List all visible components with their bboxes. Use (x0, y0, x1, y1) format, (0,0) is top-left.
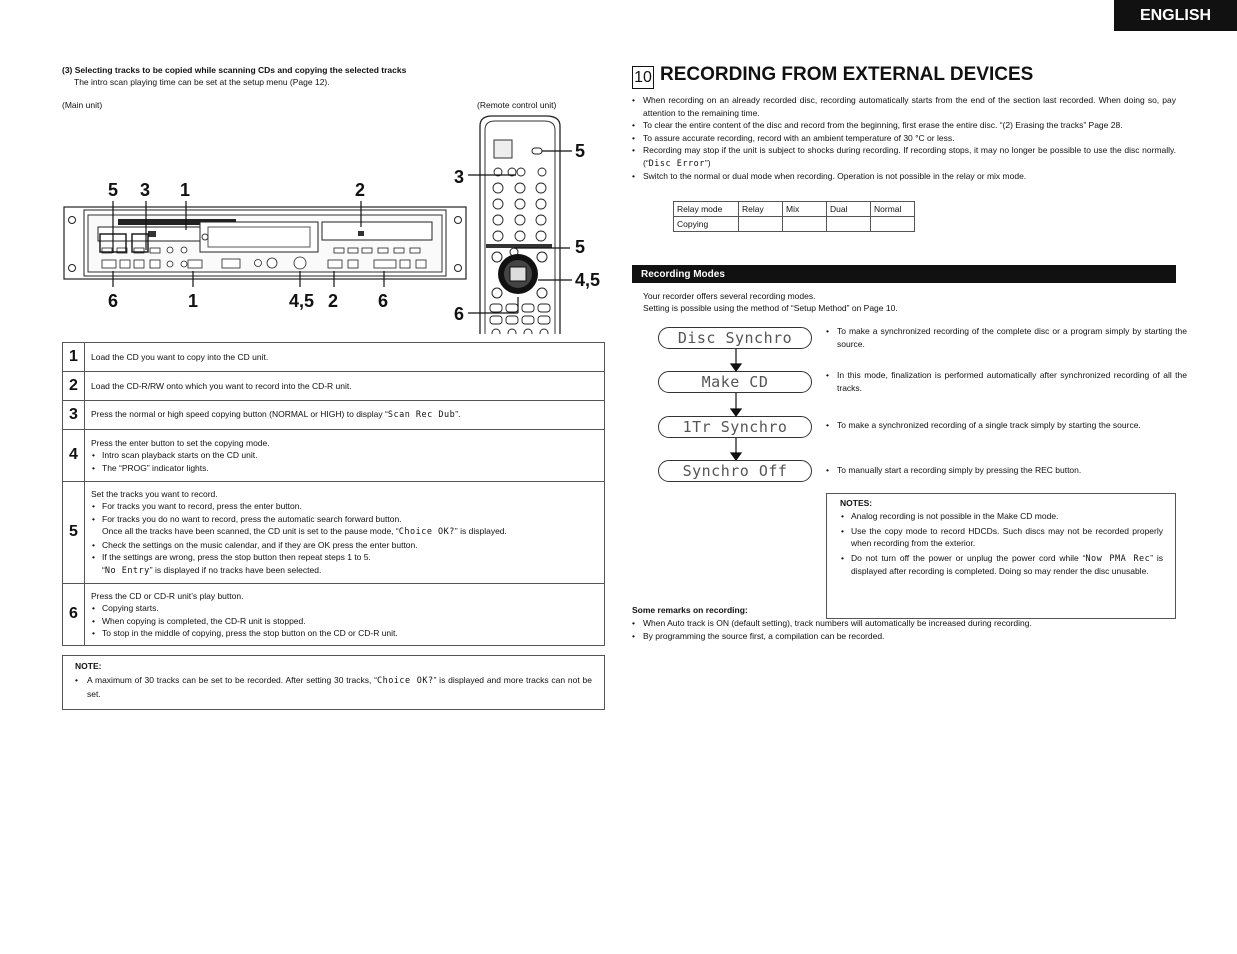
section-subtitle: The intro scan playing time can be set at the setup menu (Page 12). (74, 77, 330, 87)
recording-modes-heading: Recording Modes (632, 265, 1176, 283)
mode-display: 1Tr Synchro (658, 416, 812, 438)
main-callout: 3 (140, 180, 151, 200)
step-text-before: Press the normal or high speed copying button (NORMAL or HIGH) to display “ (91, 409, 388, 420)
table-cell: Relay mode (674, 202, 739, 217)
step-bullet-text: For tracks you do no want to record, press the automatic search forward button. (102, 513, 402, 524)
step-row (63, 372, 605, 401)
lcd-text: Now PMA Rec (1085, 553, 1151, 564)
remarks-title: Some remarks on recording: (632, 605, 748, 615)
step-number: 1 (63, 343, 85, 372)
relay-mode-table (673, 201, 915, 232)
notes-title: NOTES: (840, 498, 873, 508)
table-cell: Dual (827, 202, 871, 217)
table-cell (783, 217, 827, 232)
note-text-before: A maximum of 30 tracks can be set to be recorded. After setting 30 tracks, “ (87, 675, 377, 685)
language-tab: ENGLISH (1114, 0, 1237, 31)
lcd-text: No Entry (104, 565, 150, 576)
remote-callout: 4,5 (575, 270, 601, 290)
step-bullet: • When copying is completed, the CD-R unit is stopped. (91, 615, 598, 628)
mode-display: Synchro Off (658, 460, 812, 482)
table-cell: Relay (739, 202, 783, 217)
mode-description: • To make a synchronized recording of the complete disc or a program simply by starting the source. (826, 325, 1187, 350)
step-row (63, 482, 605, 584)
step-row (63, 430, 605, 482)
step-text (85, 482, 605, 584)
table-cell (827, 217, 871, 232)
mode-display: Disc Synchro (658, 327, 812, 349)
step-row (63, 401, 605, 430)
bullet-item: • To clear the entire content of the disc and record from the beginning, first erase the entire disc. “(2) Erasing the tracks” Page 28. (632, 119, 1176, 132)
steps-table (62, 342, 605, 646)
step-number: 4 (63, 430, 85, 482)
table-cell: Mix (783, 202, 827, 217)
intro-line: Setting is possible using the method of “Setup Method” on Page 10. (643, 303, 898, 313)
intro-line: Your recorder offers several recording modes. (643, 291, 816, 301)
table-cell (871, 217, 915, 232)
step-bullet-cont: Once all the tracks have been scanned, the CD unit is set to the pause mode, “ (102, 526, 399, 537)
bullet-item: • Switch to the normal or dual mode when recording. Operation is not possible in the relay or mix mode. (632, 170, 1176, 183)
lcd-text: Scan Rec Dub (387, 410, 456, 421)
bullet-item: • When recording on an already recorded disc, recording automatically starts from the end of the section last recorded. When doing so, pay attention to the remaining time. (632, 94, 1176, 119)
bullet-item (632, 144, 1176, 170)
step-number: 6 (63, 584, 85, 646)
step-line: Set the tracks you want to record. (91, 488, 218, 499)
main-callout: 5 (108, 180, 119, 200)
step-bullet: • Copying starts. (91, 602, 598, 615)
main-callout: 4,5 (289, 291, 315, 311)
step-line: Press the CD or CD-R unit’s play button. (91, 590, 244, 601)
step-text: Load the CD you want to copy into the CD unit. (85, 343, 605, 372)
step-number: 3 (63, 401, 85, 430)
table-cell: Normal (871, 202, 915, 217)
mode-description: • To manually start a recording simply by pressing the REC button. (826, 464, 1187, 477)
flow-arrows (728, 349, 744, 461)
note-title: NOTE: (75, 661, 102, 671)
remote-callout: 6 (454, 304, 465, 324)
bullet-text: Recording may stop if the unit is subject to shocks during recording. If recording stops, it may no longer be possible to use the disc normally. (“ (643, 145, 1176, 168)
main-callout: 1 (188, 291, 199, 311)
step-number: 5 (63, 482, 85, 584)
remark-item: • When Auto track is ON (default setting), track numbers will automatically be increased during recording. (632, 617, 1032, 630)
step-text (85, 430, 605, 482)
lcd-text: Disc Error (648, 158, 705, 169)
main-callout: 2 (328, 291, 339, 311)
note-item: • Analog recording is not possible in the Make CD mode. (851, 510, 1163, 523)
section-title: RECORDING FROM EXTERNAL DEVICES (660, 64, 1034, 85)
bullet-item: • To assure accurate recording, record with an ambient temperature of 30 °C or less. (632, 132, 1176, 145)
note-text (87, 674, 592, 700)
mode-description: • In this mode, finalization is performed automatically after synchronized recording of all the tracks. (826, 369, 1187, 394)
bullet-text: ”) (704, 157, 711, 168)
step-bullet: • For tracks you want to record, press the enter button. (91, 500, 598, 513)
note-text-before: Do not turn off the power or unplug the power cord while “ (851, 552, 1086, 563)
step-bullet: • If the settings are wrong, press the stop button then repeat steps 1 to 5. “No Entry” is displayed if no tracks have been selected. (91, 551, 598, 577)
main-callout: 6 (108, 291, 119, 311)
step-bullet: • The “PROG” indicator lights. (91, 462, 598, 475)
lcd-text: Choice OK? (376, 676, 434, 686)
remote-illustration (450, 112, 610, 334)
table-cell: Copying (674, 217, 739, 232)
note-item (851, 552, 1163, 578)
remarks-list (632, 617, 1032, 643)
note-box (62, 655, 605, 710)
step-bullet (91, 513, 598, 539)
mode-display: Make CD (658, 371, 812, 393)
step-bullet: • Check the settings on the music calendar, and if they are OK press the enter button. (91, 539, 598, 552)
step-text: Load the CD-R/RW onto which you want to record into the CD-R unit. (85, 372, 605, 401)
step-bullet-cont: ” is displayed if no tracks have been selected. (149, 564, 322, 575)
step-text-after: ”. (455, 409, 461, 420)
step-bullet-cont: ” is displayed. (454, 526, 507, 537)
note-text-after: ” is displayed after recording is completed. Doing so may render the disc unusable. (851, 552, 1163, 576)
notes-box (826, 493, 1176, 619)
lcd-text: Choice OK? (398, 527, 455, 538)
table-cell (739, 217, 783, 232)
section-number: 10 (632, 66, 654, 89)
step-text (85, 401, 605, 430)
main-callout: 1 (180, 180, 191, 200)
main-callout: 2 (355, 180, 366, 200)
remote-callout: 3 (454, 167, 465, 187)
mode-description: • To make a synchronized recording of a single track simply by starting the source. (826, 419, 1187, 432)
step-bullet: • To stop in the middle of copying, press the stop button on the CD or CD-R unit. (91, 627, 598, 640)
step-row (63, 584, 605, 646)
main-unit-illustration (62, 175, 467, 305)
intro-bullets (632, 94, 1176, 183)
step-row (63, 343, 605, 372)
section-heading: (3) Selecting tracks to be copied while scanning CDs and copying the selected tracks (62, 65, 407, 75)
remote-callout: 5 (575, 237, 586, 257)
main-callout: 6 (378, 291, 389, 311)
modes-intro (643, 290, 898, 314)
step-number: 2 (63, 372, 85, 401)
remote-unit-caption: (Remote control unit) (477, 100, 557, 110)
remark-item: • By programming the source first, a compilation can be recorded. (632, 630, 1032, 643)
step-bullet: • Intro scan playback starts on the CD unit. (91, 449, 598, 462)
main-unit-caption: (Main unit) (62, 100, 103, 110)
step-text (85, 584, 605, 646)
step-bullet-text: If the settings are wrong, press the stop button then repeat steps 1 to 5. (102, 552, 371, 563)
remote-callout: 5 (575, 141, 586, 161)
note-item: • Use the copy mode to record HDCDs. Such discs may not be recorded properly when recording from the exterior. (851, 525, 1163, 550)
note-text-after: ” is displayed and more tracks can not be set. (87, 675, 592, 699)
step-line: Press the enter button to set the copying mode. (91, 437, 270, 448)
